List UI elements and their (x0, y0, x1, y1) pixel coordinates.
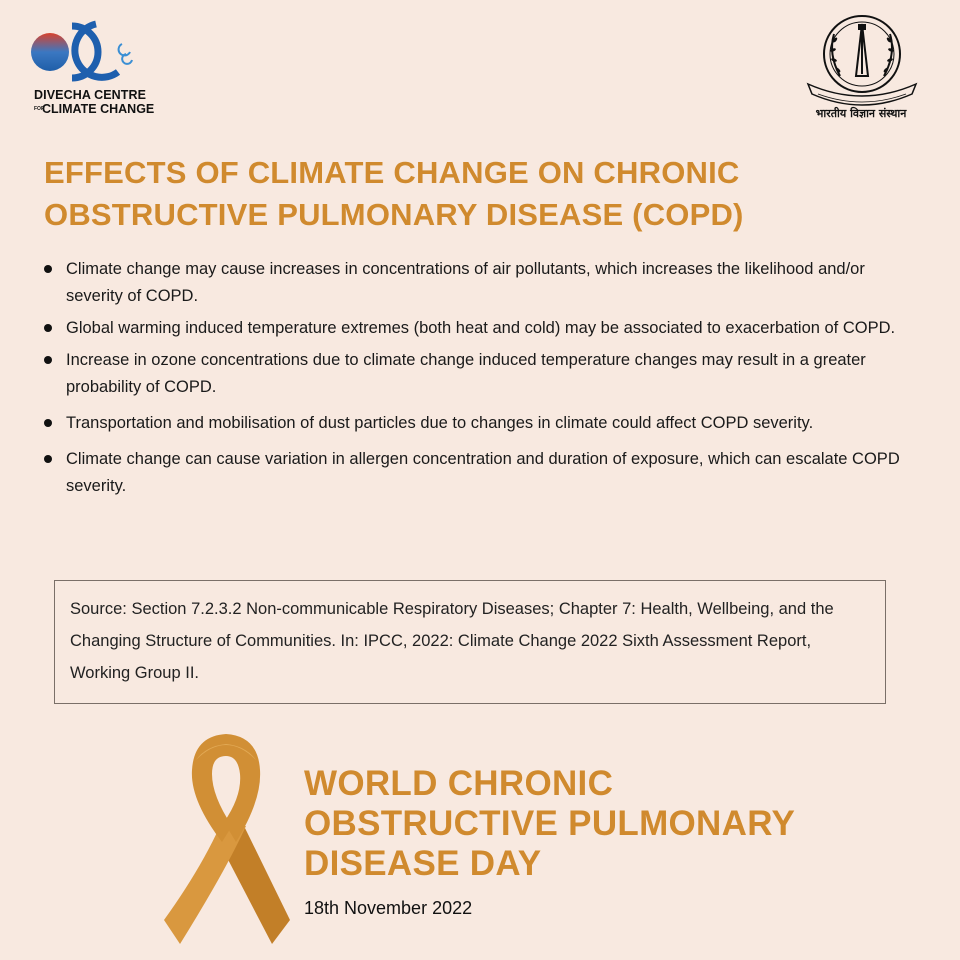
list-item-text: Global warming induced temperature extremes (both heat and cold) may be associated to exacerbation of COPD. (66, 319, 896, 337)
list-item (44, 256, 914, 310)
bullet-dot-icon (44, 455, 52, 463)
list-item (44, 315, 914, 342)
page-title-line2: OBSTRUCTIVE PULMONARY DISEASE (COPD) (44, 197, 744, 232)
event-title-line1: WORLD CHRONIC (304, 764, 614, 803)
list-item (44, 446, 914, 500)
effects-list (44, 256, 914, 505)
event-title-line3: DISEASE DAY (304, 844, 542, 883)
list-item-text: Climate change can cause variation in allergen concentration and duration of exposure, which can escalate COPD severity. (66, 450, 900, 495)
event-title-line2: OBSTRUCTIVE PULMONARY (304, 804, 796, 843)
list-item-text: Climate change may cause increases in concentrations of air pollutants, which increases the likelihood and/or severity of COPD. (66, 260, 865, 305)
page-title (44, 152, 924, 236)
bullet-dot-icon (44, 324, 52, 332)
bullet-dot-icon (44, 265, 52, 273)
divecha-climate-change: CLIMATE CHANGE (42, 102, 155, 116)
list-item (44, 410, 914, 437)
event-title (304, 764, 924, 884)
list-item (44, 347, 914, 401)
copd-ribbon-icon (160, 730, 290, 952)
iisc-emblem-icon (804, 10, 920, 106)
divecha-name: DIVECHA CENTRE (34, 88, 147, 102)
source-citation: Source: Section 7.2.3.2 Non-communicable Respiratory Diseases; Chapter 7: Health, Wellbeing, and the Changing Structure of Communities. In: IPCC, 2022: Climate Change 2022 Sixth Assessment Report, Working Group II. (54, 580, 886, 704)
page-title-line1: EFFECTS OF CLIMATE CHANGE ON CHRONIC (44, 155, 740, 190)
iisc-hindi-name: भारतीय विज्ञान संस्थान (815, 107, 907, 120)
divecha-for: FOR (34, 105, 45, 112)
bullet-dot-icon (44, 356, 52, 364)
list-item-text: Transportation and mobilisation of dust particles due to changes in climate could affect COPD severity. (66, 414, 814, 432)
divecha-logo-text (34, 88, 154, 116)
event-date: 18th November 2022 (304, 898, 473, 918)
bullet-dot-icon (44, 419, 52, 427)
list-item-text: Increase in ozone concentrations due to climate change induced temperature changes may result in a greater probability of COPD. (66, 351, 866, 396)
